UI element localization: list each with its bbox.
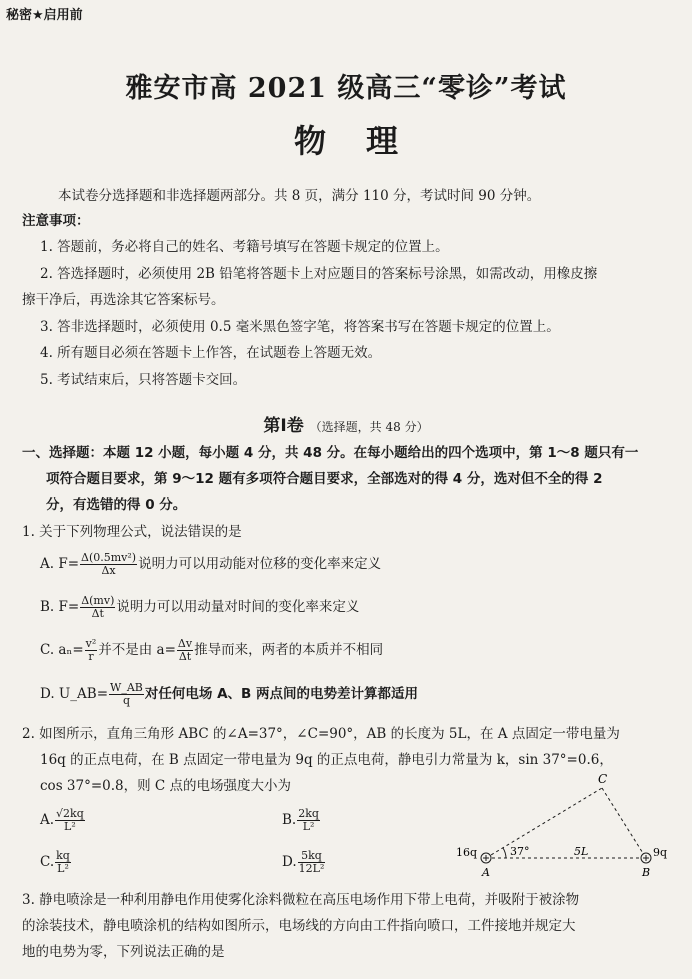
fraction <box>85 638 98 663</box>
option-text: 说明力可以用动量对时间的变化率来定义 <box>116 599 360 615</box>
fraction <box>55 808 85 833</box>
q2-option-c <box>40 850 72 875</box>
q2-option-b <box>282 808 321 833</box>
denominator: L² <box>302 820 315 833</box>
denominator: q <box>122 694 130 707</box>
section-note: （选择题，共 48 分） <box>309 420 429 434</box>
option-label: B. F= <box>40 599 80 615</box>
intro-text: 本试卷分选择题和非选择题两部分。共 8 页，满分 110 分，考试时间 90 分钟。 <box>58 188 541 204</box>
option-label: C. aₙ= <box>40 642 84 658</box>
numerator: kq <box>56 849 70 862</box>
notice-item: 擦干净后，再选涂其它答案标号。 <box>22 292 225 308</box>
label-b: B <box>642 866 651 879</box>
q2-option-d <box>282 850 326 875</box>
notice-item: 3. 答非选择题时，必须使用 0.5 毫米黑色签字笔，将答案书写在答题卡规定的位置上。 <box>40 319 560 335</box>
q1-option-c <box>40 638 383 663</box>
numerator: Δv <box>177 637 193 650</box>
length-label: 5L <box>574 845 589 858</box>
q1-stem: 1. 关于下列物理公式，说法错误的是 <box>22 524 242 540</box>
q2-line: cos 37°=0.8，则 C 点的电场强度大小为 <box>40 778 292 794</box>
label-c: C <box>598 772 608 786</box>
numerator: 2kq <box>298 807 319 820</box>
denominator: Δx <box>101 564 116 577</box>
denominator: L² <box>57 862 69 875</box>
notice-item: 2. 答选择题时，必须使用 2B 铅笔将答题卡上对应题目的答案标号涂黑，如需改动，用橡皮擦 <box>40 266 598 282</box>
numerator: 5kq <box>298 850 326 863</box>
exam-title: 雅安市高 2021 级高三“零诊”考试 <box>125 73 567 104</box>
section-heading <box>0 411 692 436</box>
option-label: D. U_AB= <box>40 686 109 702</box>
fraction <box>298 850 326 875</box>
q1-option-d <box>40 682 418 707</box>
q3-line: 的涂装技术，静电喷涂机的结构如图所示，电场线的方向由工件指向喷口，工件接地并规定大 <box>22 918 576 934</box>
numerator: Δ(0.5mv²) <box>81 551 137 564</box>
angle-arc <box>503 848 506 858</box>
notice-heading: 注意事项： <box>22 213 90 229</box>
notice-item: 5. 考试结束后，只将答题卡交回。 <box>40 372 247 388</box>
option-text: 并不是由 a= <box>98 642 176 658</box>
option-text: 对任何电场 A、B 两点间的电势差计算都适用 <box>144 686 419 702</box>
option-label: C. <box>40 854 55 870</box>
label-a: A <box>482 866 490 879</box>
numerator: v² <box>85 637 97 650</box>
option-text: 说明力可以用动能对位移的变化率来定义 <box>138 556 382 572</box>
q2-line: 2. 如图所示，直角三角形 ABC 的∠A=37°，∠C=90°，AB 的长度为 5L，在 A 点固定一带电量为 <box>22 726 620 742</box>
charge-b-label: 9q <box>653 846 668 859</box>
fraction <box>80 552 137 577</box>
q2-line: 16q 的正点电荷，在 B 点固定一带电量为 9q 的正点电荷，静电引力常量为 k，sin 37°=0.6， <box>40 752 613 768</box>
section-instruction: 分，有选错的得 0 分。 <box>46 497 187 513</box>
denominator: Δt <box>178 650 192 663</box>
q3-line: 地的电势为零，下列说法正确的是 <box>22 944 225 960</box>
triangle-figure <box>448 770 684 880</box>
option-label: A. F= <box>40 556 80 572</box>
section-instruction: 项符合题目要求，第 9～12 题有多项符合题目要求，全部选对的得 4 分，选对但不全的得 2 <box>46 471 603 487</box>
denominator: L² <box>64 820 76 833</box>
option-label: B. <box>282 812 297 828</box>
option-label: D. <box>282 854 297 870</box>
q3-line: 3. 静电喷涂是一种利用静电作用使雾化涂料微粒在高压电场作用下带上电荷，并吸附于被涂物 <box>22 892 580 908</box>
option-label: A. <box>40 812 55 828</box>
notice-item: 4. 所有题目必须在答题卡上作答，在试题卷上答题无效。 <box>40 345 382 361</box>
numerator: Δ(mv) <box>81 594 115 607</box>
numerator: W_AB <box>110 681 143 694</box>
subject-title: 物理 <box>293 122 438 160</box>
q2-option-a <box>40 808 86 833</box>
secret-label: 秘密★启用前 <box>6 8 83 23</box>
q1-option-b <box>40 595 359 620</box>
charge-a-label: 16q <box>456 846 478 859</box>
section-instruction: 一、选择题：本题 12 小题，每小题 4 分，共 48 分。在每小题给出的四个选项中，第 1～8 题只有一 <box>22 445 639 461</box>
fraction <box>177 638 193 663</box>
q1-option-a <box>40 552 381 577</box>
fraction <box>55 850 71 875</box>
fraction <box>297 808 320 833</box>
fraction <box>109 682 144 707</box>
option-text: 推导而来，两者的本质并不相同 <box>194 642 384 658</box>
denominator: 12L² <box>298 862 325 875</box>
section-title: 第Ⅰ卷 <box>263 416 304 436</box>
angle-label: 37° <box>510 845 530 858</box>
fraction <box>80 595 115 620</box>
side-cb <box>602 788 646 858</box>
denominator: Δt <box>91 607 104 620</box>
numerator: √2kq <box>56 807 84 820</box>
denominator: r <box>88 650 94 663</box>
notice-item: 1. 答题前，务必将自己的姓名、考籍号填写在答题卡规定的位置上。 <box>40 239 449 255</box>
